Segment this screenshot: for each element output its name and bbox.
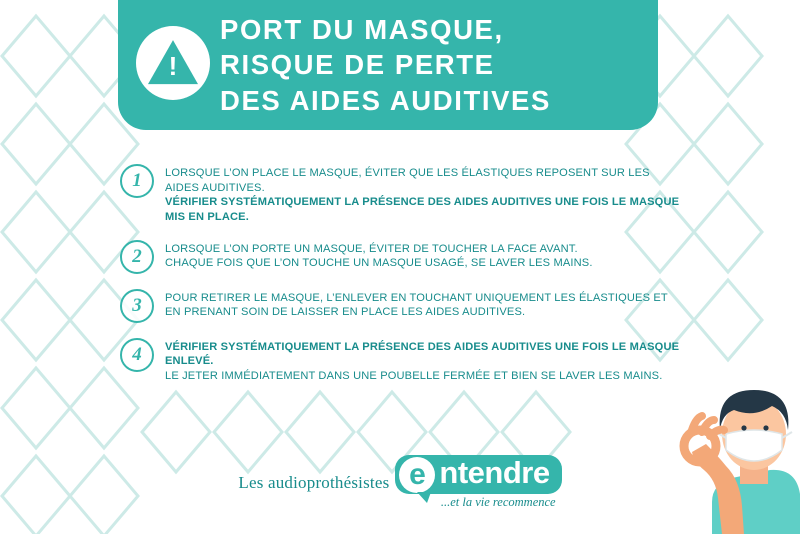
page-title [220, 12, 551, 118]
step-4-bold: VÉRIFIER SYSTÉMATIQUEMENT LA PRÉSENCE DES AIDES AUDITIVES UNE FOIS LE MASQUE ENLEVÉ. [165, 340, 680, 368]
step-number-1: 1 [120, 164, 154, 198]
step-1-bold: VÉRIFIER SYSTÉMATIQUEMENT LA PRÉSENCE DES AIDES AUDITIVES UNE FOIS LE MASQUE MIS EN PLACE. [165, 196, 680, 223]
warning-triangle-icon: ! [136, 26, 210, 100]
list-item [120, 239, 680, 274]
list-item [120, 337, 680, 384]
header-content [118, 0, 658, 130]
step-1-normal: LORSQUE L’ON PLACE LE MASQUE, ÉVITER QUE LES ÉLASTIQUES REPOSENT SUR LES AIDES AUDITIVES. [165, 167, 650, 194]
step-3-normal: POUR RETIRER LE MASQUE, L’ENLEVER EN TOUCHANT UNIQUEMENT LES ÉLASTIQUES ET EN PRENANT SOIN DE LAISSER EN PLACE LES AIDES AUDITIVES. [165, 291, 668, 319]
step-text-1 [165, 163, 680, 225]
step-4-normal: LE JETER IMMÉDIATEMENT DANS UNE POUBELLE FERMÉE ET BIEN SE LAVER LES MAINS. [165, 369, 663, 382]
step-number-3: 3 [120, 289, 154, 323]
logo-tagline: ...et la vie recommence [440, 495, 556, 509]
step-number-2: 2 [120, 240, 154, 274]
header-banner [118, 0, 658, 130]
title-line-2: RISQUE DE PERTE [220, 49, 495, 81]
step-number-4: 4 [120, 338, 154, 372]
footer [0, 455, 800, 510]
footer-text: Les audioprothésistes [238, 472, 390, 492]
step-2-normal: LORSQUE L’ON PORTE UN MASQUE, ÉVITER DE TOUCHER LA FACE AVANT. [165, 242, 578, 255]
title-line-3: DES AIDES AUDITIVES [220, 84, 551, 116]
title-line-1: PORT DU MASQUE, [220, 14, 504, 46]
step-text-2 [165, 239, 680, 271]
list-item [120, 163, 680, 225]
entendre-logo [395, 455, 561, 510]
step-2-normal-2: CHAQUE FOIS QUE L’ON TOUCHE UN MASQUE USAGÉ, SE LAVER LES MAINS. [165, 257, 593, 270]
logo-word: ntendre [439, 455, 550, 491]
list-item [120, 288, 680, 323]
logo-initial: e [399, 457, 435, 493]
logo-speech-bubble [395, 455, 561, 494]
instruction-list [120, 163, 680, 397]
step-text-3 [165, 288, 680, 320]
